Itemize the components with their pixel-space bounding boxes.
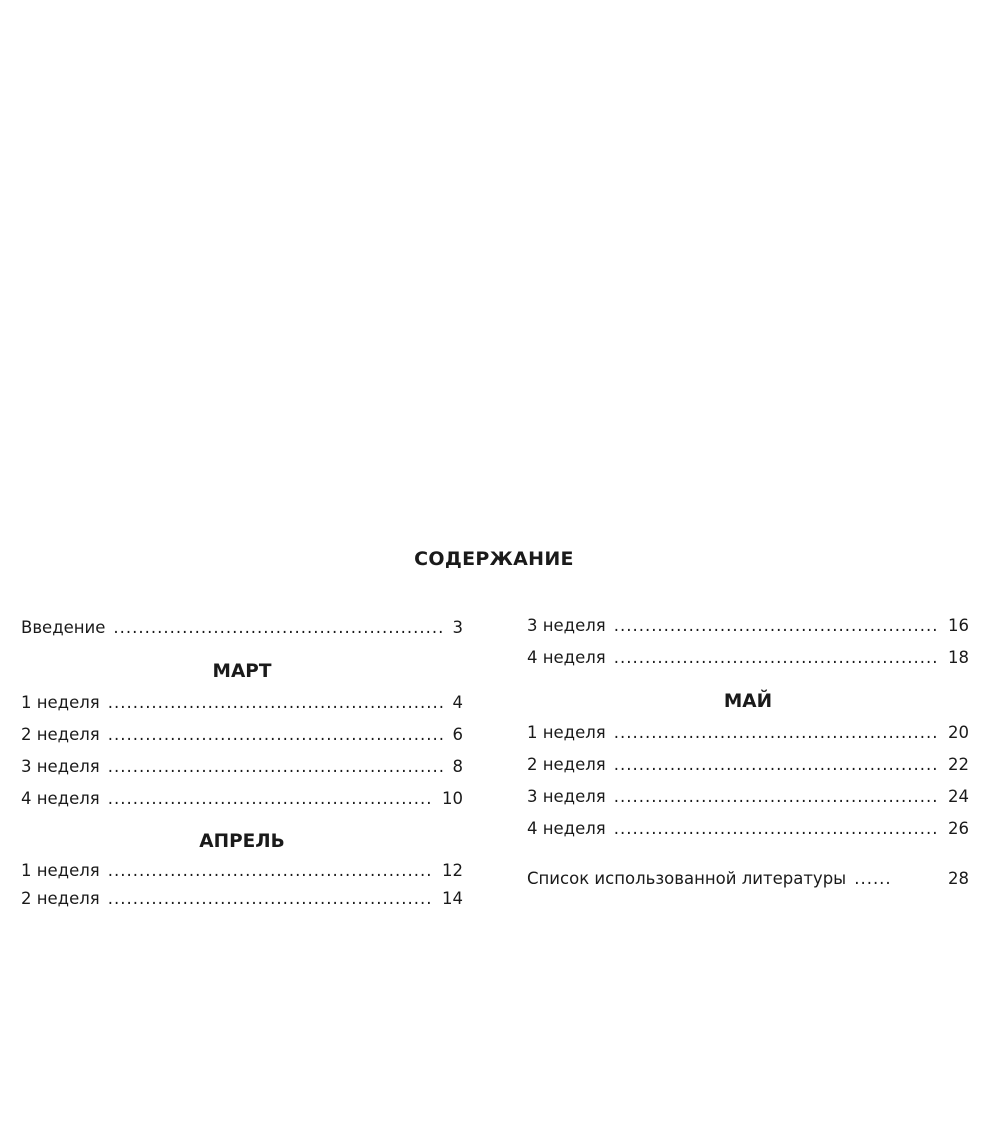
toc-entry-label: 3 неделя <box>527 787 606 806</box>
toc-page-number: 12 <box>442 861 463 880</box>
toc-page-number: 6 <box>452 725 463 744</box>
dot-leader <box>614 781 940 813</box>
toc-entry-label: 3 неделя <box>21 757 100 776</box>
section-heading-march: МАРТ <box>212 661 272 682</box>
toc-entry-references[interactable] <box>527 863 969 895</box>
toc-page-number: 18 <box>948 648 969 667</box>
toc-entry[interactable] <box>21 719 463 751</box>
toc-entry-label: 1 неделя <box>21 693 100 712</box>
dot-leader <box>614 813 940 845</box>
toc-entry[interactable] <box>527 781 969 813</box>
toc-entry-intro[interactable] <box>21 612 463 644</box>
toc-entry[interactable] <box>21 751 463 783</box>
dot-leader <box>108 857 434 885</box>
toc-entry[interactable] <box>527 813 969 845</box>
toc-entry-label: 1 неделя <box>527 723 606 742</box>
toc-entry[interactable] <box>527 717 969 749</box>
toc-entry-label: 2 неделя <box>21 889 100 908</box>
toc-entry-label: 4 неделя <box>21 789 100 808</box>
dot-leader <box>614 717 940 749</box>
dot-leader <box>614 642 940 674</box>
toc-page-number: 3 <box>452 618 463 637</box>
dot-leader <box>614 749 940 781</box>
toc-page-number: 8 <box>452 757 463 776</box>
dot-leader <box>108 687 443 719</box>
toc-entry[interactable] <box>21 687 463 719</box>
toc-entry-label: 3 неделя <box>527 616 606 635</box>
toc-entry[interactable] <box>21 885 463 913</box>
toc-page-number: 24 <box>948 787 969 806</box>
toc-column-left <box>21 612 463 913</box>
toc-entry-label: 4 неделя <box>527 648 606 667</box>
toc-page-number: 4 <box>452 693 463 712</box>
toc-entry-label: 2 неделя <box>527 755 606 774</box>
toc-page-number: 22 <box>948 755 969 774</box>
section-heading-april: АПРЕЛЬ <box>199 831 285 852</box>
toc-page-number: 20 <box>948 723 969 742</box>
toc-entry-label: 2 неделя <box>21 725 100 744</box>
toc-entry[interactable] <box>527 610 969 642</box>
toc-page-number: 14 <box>442 889 463 908</box>
dot-leader <box>108 885 434 913</box>
toc-page-number: 28 <box>948 869 969 888</box>
toc-entry[interactable] <box>21 857 463 885</box>
dot-leader: ...... <box>854 869 892 888</box>
toc-column-right <box>527 610 969 895</box>
toc-page-number: 26 <box>948 819 969 838</box>
toc-entry[interactable] <box>21 783 463 815</box>
dot-leader <box>108 751 443 783</box>
page-title: СОДЕРЖАНИЕ <box>414 548 574 570</box>
toc-entry[interactable] <box>527 642 969 674</box>
toc-entry[interactable] <box>527 749 969 781</box>
toc-page-number: 16 <box>948 616 969 635</box>
dot-leader <box>113 612 443 644</box>
section-heading-may: МАЙ <box>723 691 773 712</box>
dot-leader <box>108 783 434 815</box>
dot-leader <box>108 719 443 751</box>
toc-entry-label: 4 неделя <box>527 819 606 838</box>
toc-page-number: 10 <box>442 789 463 808</box>
toc-entry-label: 1 неделя <box>21 861 100 880</box>
toc-entry-label: Список использованной литературы <box>527 869 847 888</box>
dot-leader <box>614 610 940 642</box>
toc-entry-label: Введение <box>21 618 106 637</box>
